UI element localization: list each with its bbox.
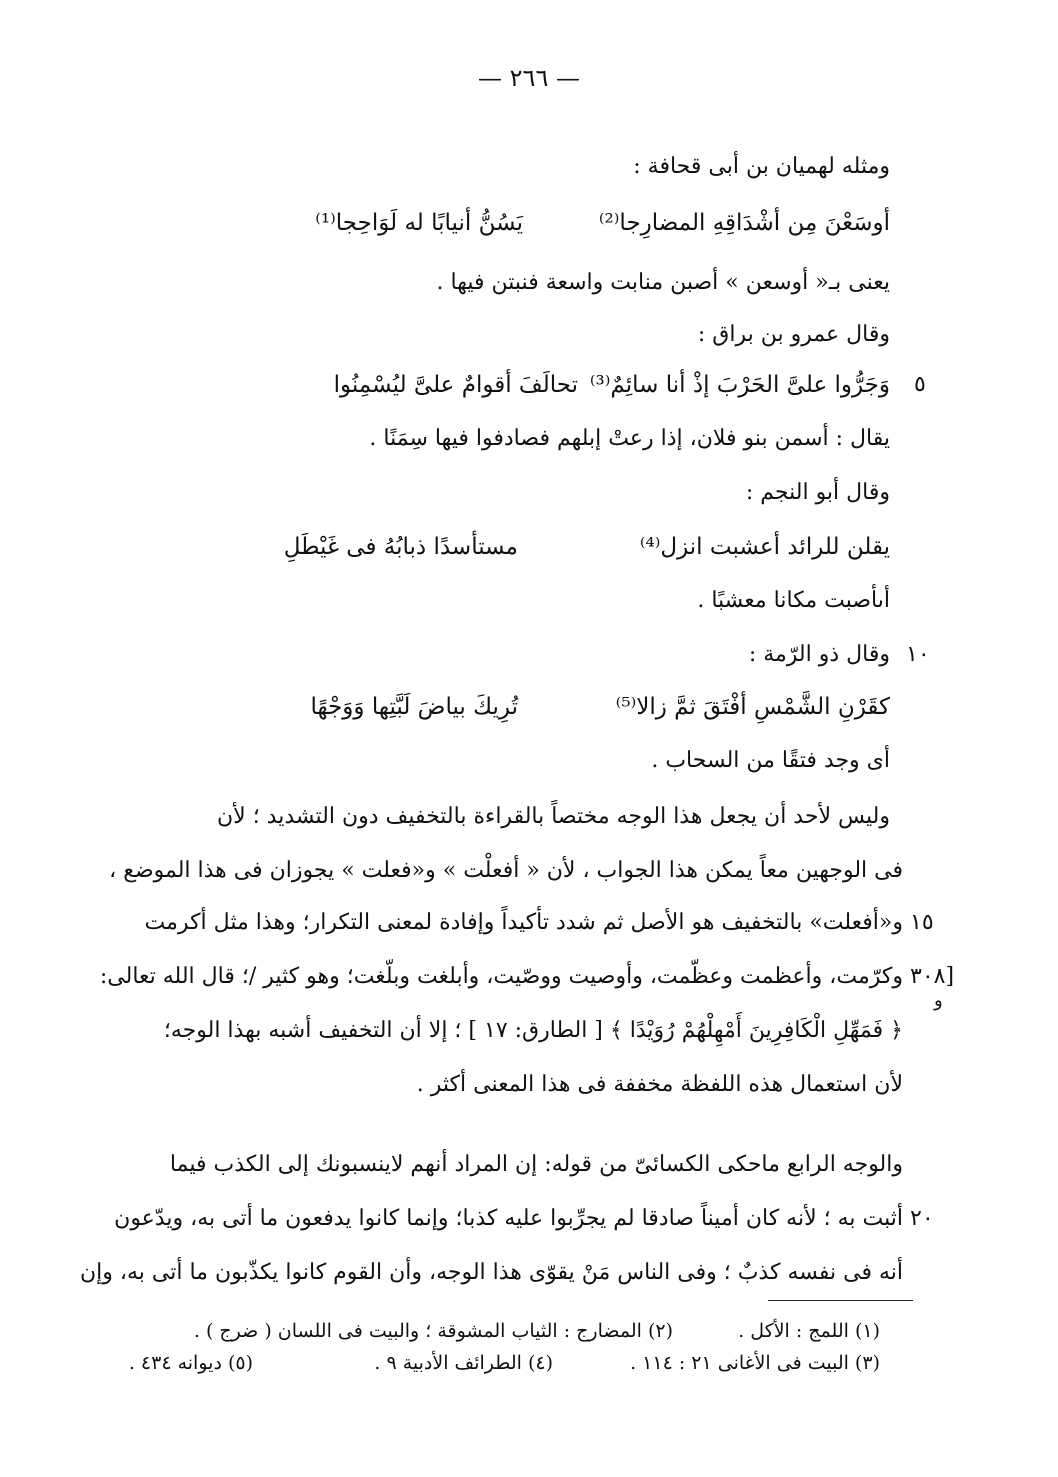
- footnote-divider: [768, 1300, 913, 1301]
- text-line: أى وجد فتقًا من السحاب .: [651, 748, 890, 773]
- text-line: أىأصبت مكانا معشبًا .: [697, 588, 890, 613]
- footnote: (١) اللمج : الأكل .: [738, 1320, 880, 1342]
- text-line: و«أفعلت» بالتخفيف هو الأصل ثم شدد تأكيداً وإفادة لمعنى التكرار؛ وهذا مثل أكرمت: [144, 910, 903, 935]
- footnote: (٥) ديوانه ٤٣٤ .: [128, 1352, 253, 1374]
- text-line: وليس لأحد أن يجعل هذا الوجه مختصاً بالقراءة بالتخفيف دون التشديد ؛ لأن: [217, 804, 890, 829]
- text-line: أنه فى نفسه كذبٌ ؛ وفى الناس مَنْ يقوّى هذا الوجه، وأن القوم كانوا يكذّبون ما أتى به، وإن: [80, 1260, 903, 1285]
- verse-hemistich: تحالَفَ أقوامٌ علىَّ ليُسْمِنُوا: [333, 372, 578, 398]
- footnote: (٣) البيت فى الأغانى ٢١ : ١١٤ .: [630, 1352, 880, 1374]
- verse-hemistich: كقَرْنِ الشَّمْسِ أفْتَقَ ثمَّ زالا⁽⁵⁾: [615, 694, 890, 720]
- text-line: يقال : أسمن بنو فلان، إذا رعتْ إبلهم فصادفوا فيها سِمَنًا .: [369, 426, 890, 451]
- text-line: أثبت به ؛ لأنه كان أميناً صادقا لم يجرِّبوا عليه كذبا؛ وإنما كانوا يدفعون ما أتى به، ويدّعون: [114, 1206, 903, 1231]
- text-line: ﴿ فَمَهِّلِ الْكَافِرِينَ أَمْهِلْهُمْ رُوَيْدًا ﴾ [ الطارق: ١٧ ] ؛ إلا أن التخفيف أشبه بهذا الوجه؛: [163, 1018, 903, 1043]
- page-number: — ٢٦٦ —: [478, 64, 580, 92]
- footnote: (٢) المضارج : الثياب المشوقة ؛ والبيت فى اللسان ( ضرج ) .: [193, 1320, 673, 1342]
- margin-mark: و: [934, 990, 943, 1011]
- text-line: يعنى بـ« أوسعن » أصبن منابت واسعة فنبتن فيها .: [436, 270, 890, 295]
- text-line: وقال ذو الرّمة :: [748, 642, 890, 667]
- verse-hemistich: أوسَعْنَ مِن أشْدَاقِهِ المضارِجا⁽²⁾: [598, 210, 890, 236]
- text-line: وكرّمت، وأعظمت وعظّمت، وأوصيت ووصّيت، وأبلغت وبلّغت؛ وهو كثير /؛ قال الله تعالى:: [99, 964, 903, 989]
- text-line: وقال عمرو بن براق :: [697, 322, 890, 347]
- text-line: فى الوجهين معاً يمكن هذا الجواب ، لأن « أفعلْت » و«فعلت » يجوزان فى هذا الموضع ،: [109, 858, 903, 883]
- verse-hemistich: يقلن للرائد أعشبت انزل⁽⁴⁾: [639, 534, 890, 560]
- verse-hemistich: وَجَرُّوا علىَّ الحَرْبَ إذْ أنا سائِمٌ⁽³⁾: [589, 372, 890, 398]
- text-line: لأن استعمال هذه اللفظة مخففة فى هذا المعنى أكثر .: [416, 1072, 903, 1097]
- line-number: ١٥: [910, 910, 934, 935]
- line-number: ٥: [914, 372, 926, 397]
- verse-hemistich: مستأسدًا ذبابُهُ فى غَيْطَلِ: [283, 534, 518, 560]
- line-number: ١٠: [906, 642, 930, 667]
- text-line: ومثله لهميان بن أبى قحافة :: [633, 154, 890, 179]
- line-number: ٢٠: [910, 1206, 934, 1231]
- text-line: والوجه الرابع ماحكى الكسائىّ من قوله: إن المراد أنهم لاينسبونك إلى الكذب فيما: [169, 1152, 903, 1177]
- text-line: وقال أبو النجم :: [745, 480, 890, 505]
- verse-hemistich: تُرِيكَ بياضَ لَبَّتِها وَوَجْهًا: [310, 694, 518, 720]
- verse-hemistich: يَسُنُّ أنيابًا له لَوَاحِجا⁽¹⁾: [315, 210, 523, 236]
- margin-folio-mark: [٣٠٨: [910, 964, 955, 989]
- footnote: (٤) الطرائف الأدبية ٩ .: [374, 1352, 553, 1374]
